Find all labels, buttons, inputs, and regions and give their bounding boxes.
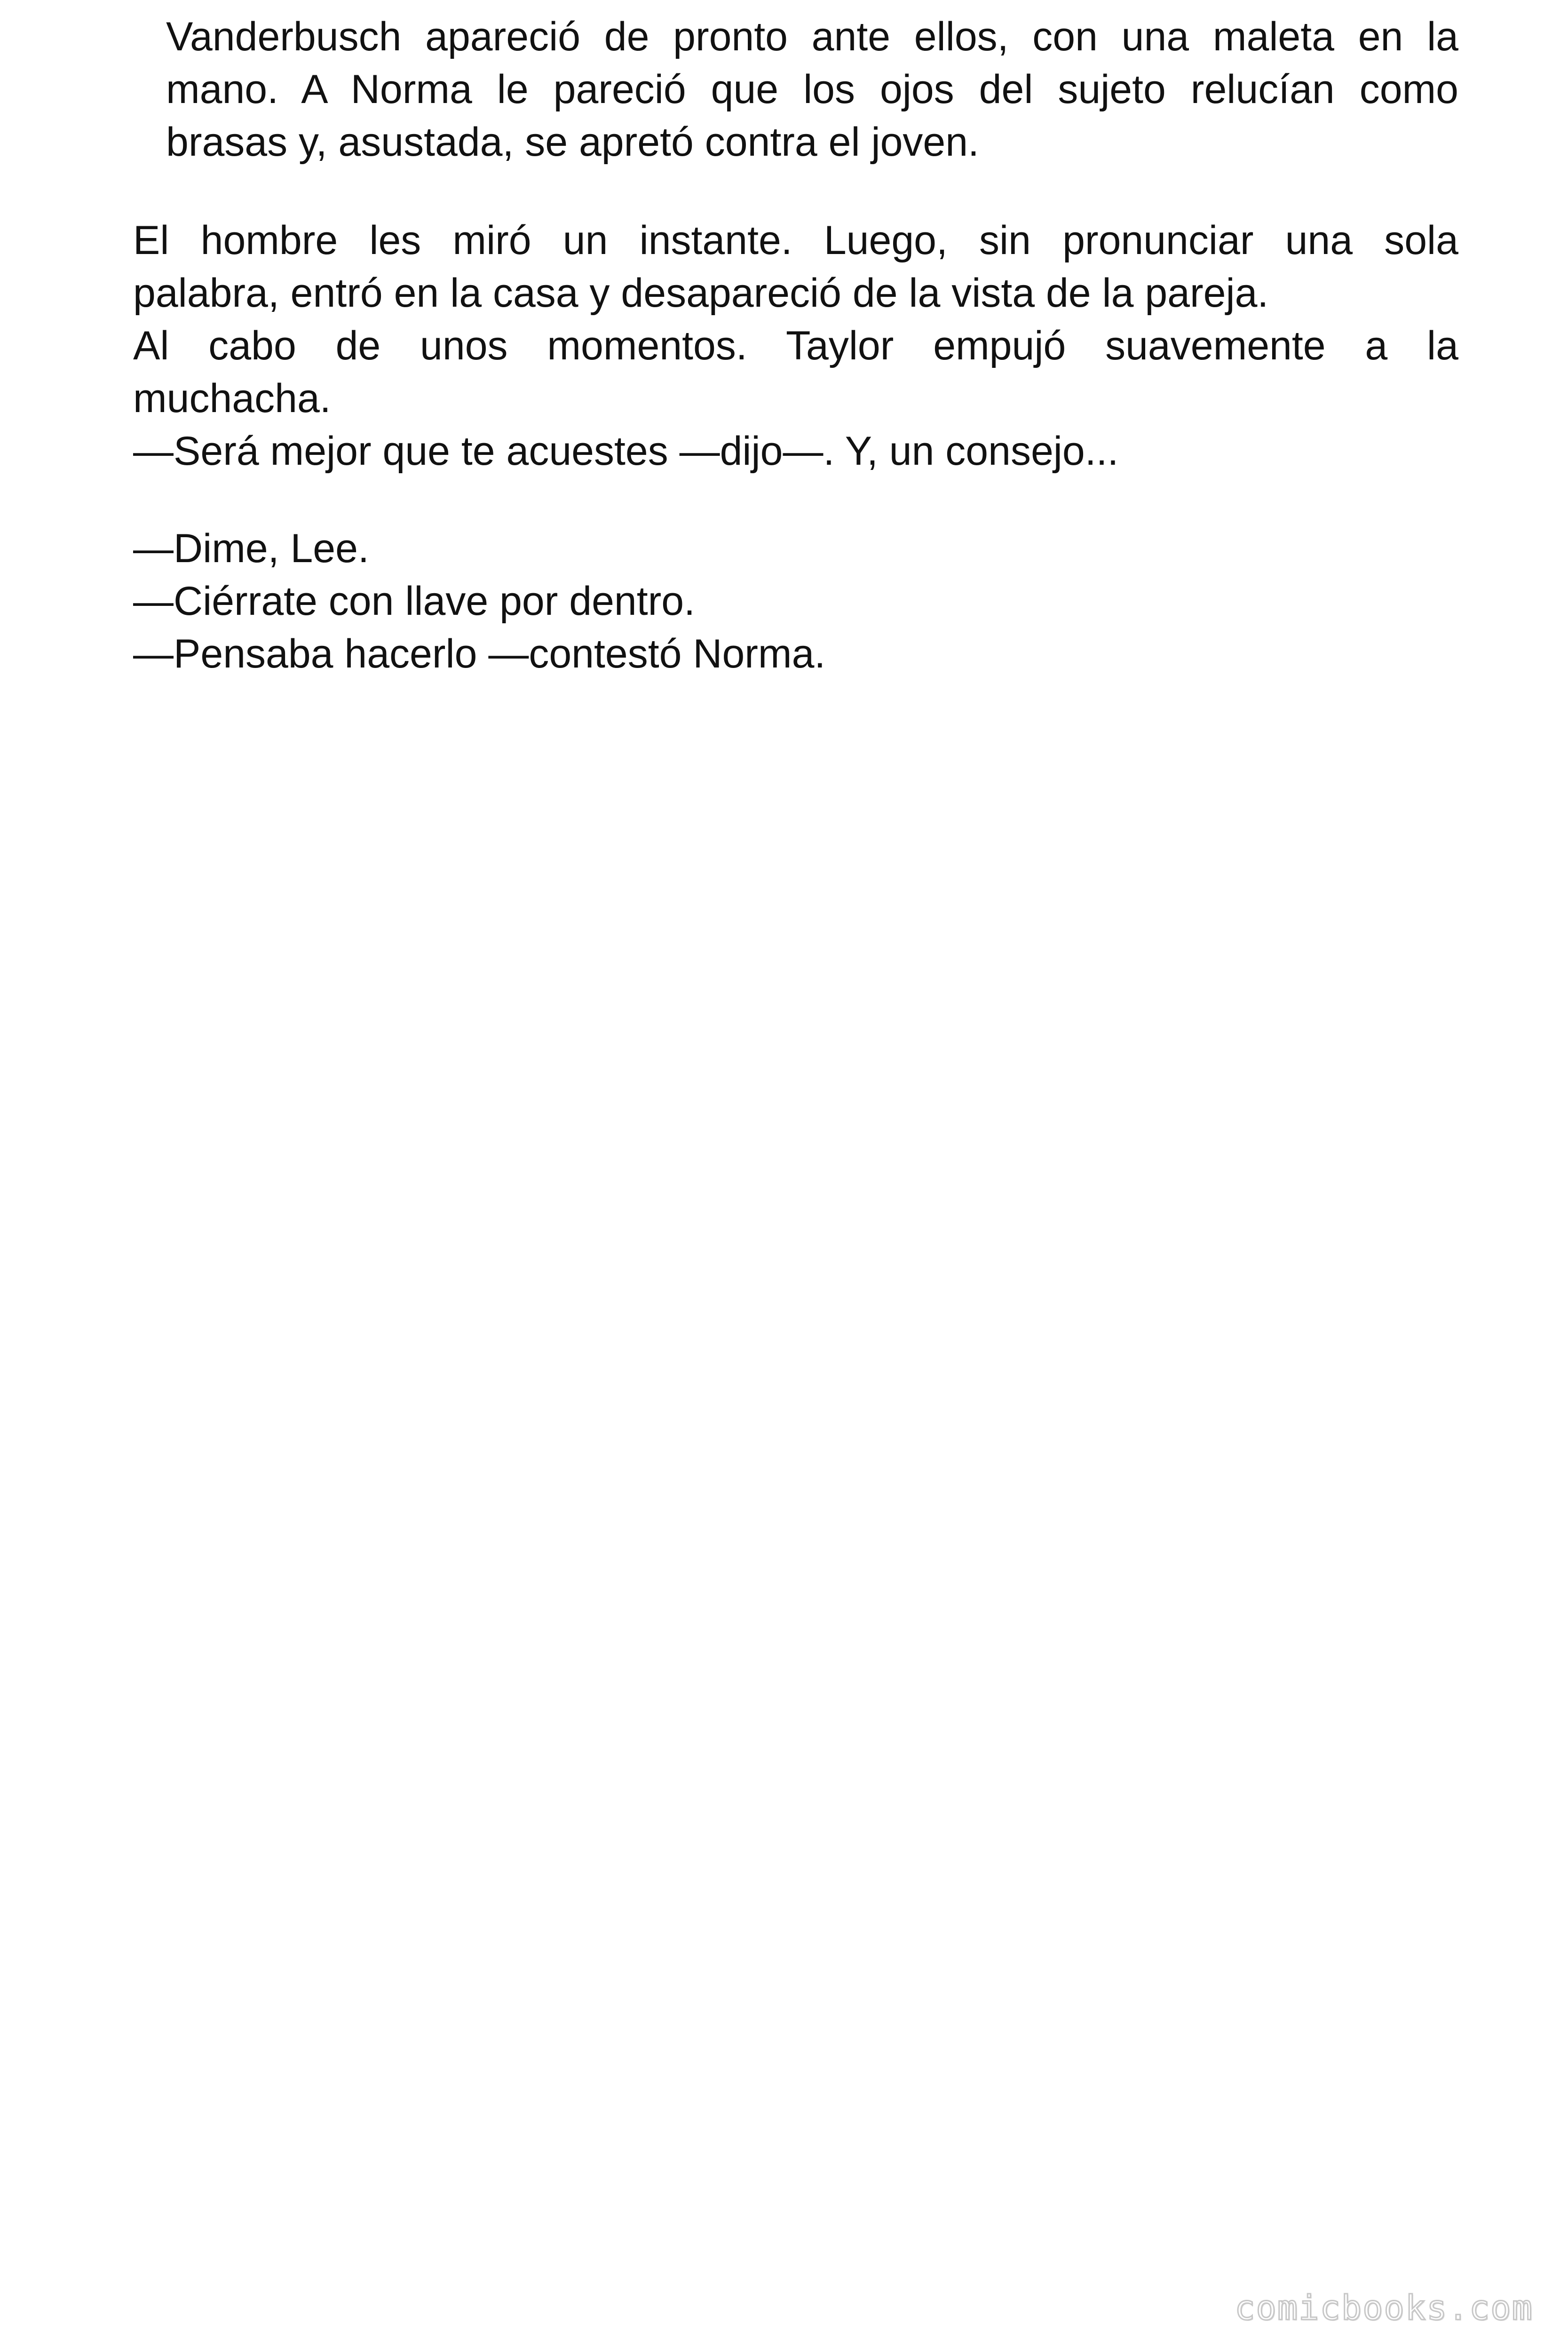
- watermark-logo: comicbooks.com: [1235, 2288, 1533, 2328]
- text-line: —Será mejor que te acuestes —dijo—. Y, un consejo...: [133, 429, 1119, 474]
- text-line: Vanderbusch apareció de pronto ante ellos, con una maleta en la: [166, 14, 1458, 59]
- text-line: brasas y, asustada, se apretó contra el joven.: [166, 119, 979, 165]
- dialogue-line: —Dime, Lee.: [133, 526, 369, 571]
- text-line: El hombre les miró un instante. Luego, sin pronunciar una sola: [133, 218, 1458, 263]
- paragraph-el-hombre: [133, 214, 1458, 477]
- dialogue-line: —Pensaba hacerlo —contestó Norma.: [133, 631, 826, 676]
- text-line: muchacha.: [133, 376, 331, 421]
- paragraph-vanderbusch: [105, 10, 1458, 168]
- text-line: Al cabo de unos momentos. Taylor empujó suavemente a la: [133, 323, 1458, 368]
- text-line: mano. A Norma le pareció que los ojos del sujeto relucían como: [166, 67, 1458, 112]
- text-line: palabra, entró en la casa y desapareció de la vista de la pareja.: [133, 270, 1269, 316]
- dialogue-line: —Ciérrate con llave por dentro.: [133, 579, 696, 624]
